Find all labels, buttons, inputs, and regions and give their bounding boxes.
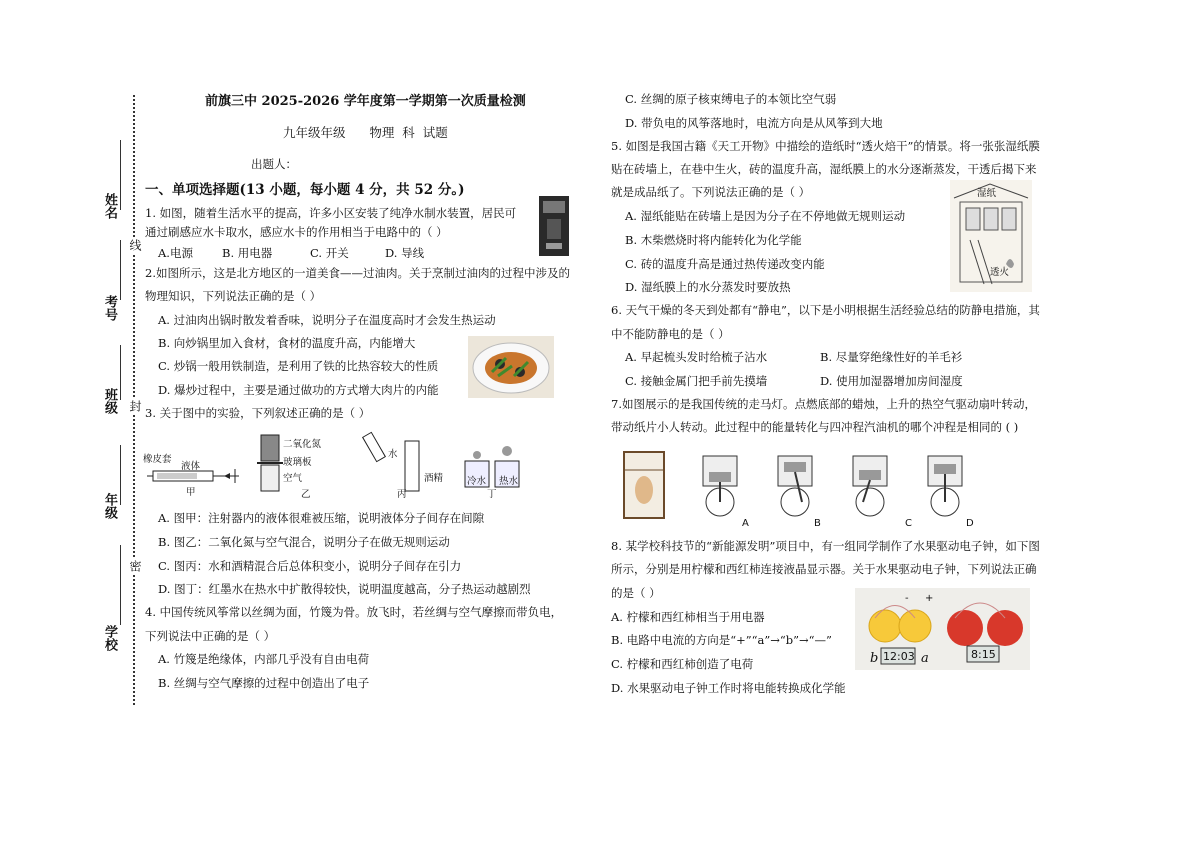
fig-label: 玻璃板: [283, 457, 312, 468]
fig-label: 冷水: [467, 476, 487, 487]
option-b: B. 用电器: [222, 246, 273, 260]
label-class: 班级: [102, 388, 117, 414]
fig-label: 酒精: [424, 473, 444, 484]
food-dish-image: [468, 336, 554, 398]
fig-label: -: [905, 593, 909, 604]
option-b: B. 向炒锅里加入食材，食材的温度升高，内能增大: [158, 336, 416, 350]
label-school: 学校: [102, 625, 117, 651]
option-b: B. 丝绸与空气摩擦的过程中创造出了电子: [158, 676, 370, 690]
label-exam-number: 考号: [102, 295, 117, 321]
option-b: B. 图乙：二氧化氮与空气混合，说明分子在做无规则运动: [158, 535, 450, 549]
question-text: 中不能防静电的是（ ）: [611, 327, 730, 341]
fig-label: 乙: [301, 489, 311, 500]
question-text: 下列说法中正确的是（ ）: [145, 629, 276, 643]
fig-label: 透火: [990, 267, 1010, 278]
question-text: 3. 关于图中的实验，下列叙述正确的是（ ）: [145, 406, 371, 420]
binding-mark-line: 线: [128, 239, 142, 251]
binding-mark-seal: 封: [128, 400, 142, 412]
option-c: C. 开关: [310, 246, 349, 260]
option-c: C. 丝绸的原子核束缚电子的本领比空气弱: [625, 92, 837, 106]
option-d: D. 水果驱动电子钟工作时将电能转换成化学能: [611, 681, 846, 695]
option-a: A. 湿纸能贴在砖墙上是因为分子在不停地做无规则运动: [625, 209, 906, 223]
fig-label: C: [905, 518, 912, 529]
fig-label: a: [921, 651, 929, 666]
option-a: A. 过油肉出锅时散发着香味，说明分子在温度高时才会发生热运动: [158, 313, 496, 327]
option-a: A. 早起梳头发时给梳子沾水: [625, 350, 768, 364]
question-text: 就是成品纸了。下列说法正确的是（ ）: [611, 185, 811, 199]
exam-subtitle: 九年级年级 物理 科 试题: [283, 125, 448, 140]
experiment-figure: [143, 427, 533, 502]
question-text: 7.如图展示的是我国传统的走马灯。点燃底部的蜡烛，上升的热空气驱动扇叶转动，: [611, 397, 1036, 411]
fig-label: 热水: [499, 476, 519, 487]
option-b: B. 木柴燃烧时将内能转化为化学能: [625, 233, 802, 247]
question-text: 8. 某学校科技节的“新能源发明”项目中，有一组同学制作了水果驱动电子钟，如下图: [611, 539, 1040, 553]
option-c: C. 砖的温度升高是通过热传递改变内能: [625, 257, 825, 271]
fig-label: 甲: [186, 487, 196, 498]
option-d: D. 湿纸膜上的水分蒸发时要放热: [625, 280, 791, 294]
option-a: A. 竹篾是绝缘体，内部几乎没有自由电荷: [158, 652, 370, 666]
option-d: D. 带负电的风筝落地时，电流方向是从风筝到大地: [625, 116, 883, 130]
label-grade: 年级: [102, 493, 117, 519]
question-text: 1. 如图，随着生活水平的提高，许多小区安装了纯净水制水装置，居民可: [145, 206, 517, 220]
clock-display: 12:03: [883, 650, 915, 663]
label-name: 姓名: [102, 193, 117, 219]
section-heading: 一、单项选择题(13 小题，每小题 4 分，共 52 分。): [145, 182, 465, 198]
option-c: C. 接触金属门把手前先摸墙: [625, 374, 768, 388]
question-text: 4. 中国传统风筝常以丝绸为面，竹篾为骨。放飞时，若丝绸与空气摩擦而带负电，: [145, 605, 563, 619]
question-text: 贴在砖墙上，在巷中生火，砖的温度升高，湿纸膜上的水分逐渐蒸发，干透后揭下来: [611, 162, 1037, 176]
water-machine-image: [538, 195, 570, 257]
option-a: A. 图甲：注射器内的液体很难被压缩，说明液体分子间存在间隙: [158, 511, 485, 525]
question-text: 带动纸片小人转动。此过程中的能量转化与四冲程汽油机的哪个冲程是相同的 ( ): [611, 420, 1019, 434]
option-b: B. 尽量穿绝缘性好的羊毛衫: [820, 350, 963, 364]
fig-label: 空气: [283, 473, 303, 484]
fig-label: +: [925, 593, 934, 604]
question-text: 的是（ ）: [611, 586, 661, 600]
option-d: D. 使用加湿器增加房间湿度: [820, 374, 963, 388]
question-text: 通过刷感应水卡取水，感应水卡的作用相当于电路中的（ ）: [145, 225, 448, 239]
fig-label: 液体: [181, 461, 201, 472]
question-text: 物理知识，下列说法正确的是（ ）: [145, 289, 322, 303]
fig-label: 二氧化氮: [283, 439, 322, 450]
fig-label: 湿纸: [977, 188, 997, 199]
fig-label: B: [814, 518, 821, 529]
option-c: C. 柠檬和西红柿创造了电荷: [611, 657, 754, 671]
option-c: C. 图丙：水和酒精混合后总体积变小，说明分子间存在引力: [158, 559, 462, 573]
fig-label: 丙: [397, 489, 407, 500]
option-d: D. 爆炒过程中，主要是通过做功的方式增大肉片的内能: [158, 383, 439, 397]
question-text: 所示，分别是用柠檬和西红柿连接液晶显示器。关于水果驱动电子钟，下列说法正确: [611, 562, 1037, 576]
fig-label: A: [742, 518, 749, 529]
binding-mark-secret: 密: [128, 560, 142, 572]
question-text: 6. 天气干燥的冬天到处都有“静电”，以下是小明根据生活经验总结的防静电措施，其: [611, 303, 1040, 317]
option-d: D. 导线: [385, 246, 425, 260]
fig-label: 水: [388, 449, 398, 460]
question-text: 5. 如图是我国古籍《天工开物》中描绘的造纸时“透火焙干”的情景。将一张张湿纸膜: [611, 139, 1040, 153]
fig-label: 橡皮套: [143, 454, 172, 465]
option-a: A.电源: [158, 246, 193, 260]
fig-label: D: [966, 518, 974, 529]
exam-title: 前旗三中 2025-2026 学年度第一学期第一次质量检测: [205, 94, 526, 109]
option-b: B. 电路中电流的方向是“+”“a”→“b”→“—”: [611, 633, 832, 647]
question-text: 2.如图所示，这是北方地区的一道美食——过油肉。关于烹制过油肉的过程中涉及的: [145, 266, 570, 280]
fig-label: 丁: [487, 489, 497, 500]
clock-display: 8:15: [971, 648, 996, 661]
fruit-battery-photo: [855, 588, 1030, 670]
option-d: D. 图丁：红墨水在热水中扩散得较快，说明温度越高，分子热运动越剧烈: [158, 582, 531, 596]
exam-author: 出题人：: [251, 157, 297, 171]
fig-label: b: [870, 651, 879, 666]
option-a: A. 柠檬和西红柿相当于用电器: [611, 610, 765, 624]
option-c: C. 炒锅一般用铁制造，是利用了铁的比热容较大的性质: [158, 359, 439, 373]
lantern-and-engine-figure: [620, 440, 990, 525]
